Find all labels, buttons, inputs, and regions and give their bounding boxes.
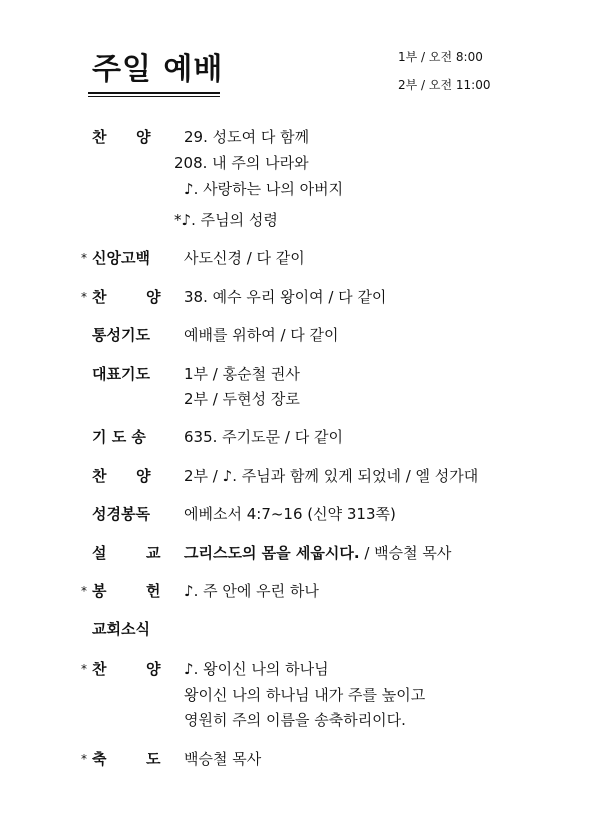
order-label: 교회소식 (92, 620, 150, 638)
preacher: / 백승철 목사 (359, 544, 452, 562)
order-item-hymn-4: * 찬 양 ♪. 왕이신 나의 하나님 (0, 656, 600, 682)
order-detail: 2부 / 두현성 장로 (184, 390, 300, 408)
order-item-scripture-reading (0, 501, 600, 527)
order-label: 신앙고백 (92, 249, 150, 267)
order-item-sermon: 설 교 그리스도의 몸을 세웁시다. / 백승철 목사 (0, 540, 600, 566)
lyric-line: 영원히 주의 이름을 송축하리이다. (184, 711, 406, 729)
order-label: 통성기도 (92, 326, 150, 344)
order-label: 성경봉독 (92, 505, 150, 523)
order-item-representative-prayer-line-2 (0, 386, 600, 412)
lyric-line: 왕이신 나의 하나님 내가 주를 높이고 (184, 686, 426, 704)
standing-mark: * (81, 251, 87, 265)
service-time-2: 2부 / 오전 11:00 (398, 78, 491, 92)
order-detail: 예배를 위하여 / 다 같이 (184, 326, 339, 344)
order-item-hymn-2: * 찬 양 38. 예수 우리 왕이여 / 다 같이 (0, 284, 600, 310)
order-detail: 에베소서 4:7~16 (신약 313쪽) (184, 505, 396, 523)
sermon-detail (184, 541, 451, 565)
hymn-line: ♪. 사랑하는 나의 아버지 (184, 180, 344, 198)
hymn-line: 208. 내 주의 나라와 (174, 154, 309, 172)
hymn-line: *♪. 주님의 성령 (174, 211, 278, 229)
order-item-hymn-4-lyric-2 (0, 707, 600, 733)
order-item-unison-prayer (0, 322, 600, 348)
order-detail: 사도신경 / 다 같이 (184, 249, 305, 267)
order-label: 기 도 송 (92, 428, 146, 446)
order-item-hymn-1-line-3 (0, 176, 600, 202)
order-detail: 38. 예수 우리 왕이여 / 다 같이 (184, 288, 387, 306)
order-detail: ♪. 주 안에 우린 하나 (184, 582, 319, 600)
order-item-hymn-4-lyric-1 (0, 682, 600, 708)
standing-mark: * (81, 290, 87, 304)
order-detail: 1부 / 홍순철 권사 (184, 365, 300, 383)
order-detail: ♪. 왕이신 나의 하나님 (184, 660, 329, 678)
order-item-representative-prayer (0, 361, 600, 387)
order-item-hymn-1-line-4 (0, 207, 600, 233)
order-detail: 백승철 목사 (184, 750, 262, 768)
order-item-hymn-1: 찬 양 29. 성도여 다 함께 (0, 124, 600, 150)
sermon-title: 그리스도의 몸을 세웁시다. (184, 544, 360, 562)
order-label: 대표기도 (92, 365, 150, 383)
order-item-benediction: * 축 도 백승철 목사 (0, 746, 600, 772)
order-item-hymn-3: 찬 양 2부 / ♪. 주님과 함께 있게 되었네 / 엘 성가대 (0, 463, 600, 489)
order-item-church-news (0, 616, 600, 642)
page-title: 주일 예배 (92, 52, 224, 87)
hymn-line: 29. 성도여 다 함께 (184, 128, 310, 146)
order-item-creed (0, 245, 600, 271)
order-item-offering: * 봉 헌 ♪. 주 안에 우린 하나 (0, 578, 600, 604)
order-item-hymn-1-line-2 (0, 150, 600, 176)
title-underline-thin (88, 96, 220, 97)
service-time-1: 1부 / 오전 8:00 (398, 50, 483, 64)
standing-mark: * (81, 662, 87, 676)
order-item-prayer-song (0, 424, 600, 450)
order-detail: 2부 / ♪. 주님과 함께 있게 되었네 / 엘 성가대 (184, 467, 479, 485)
standing-mark: * (81, 584, 87, 598)
standing-mark: * (81, 752, 87, 766)
order-detail: 635. 주기도문 / 다 같이 (184, 428, 343, 446)
title-underline (88, 92, 220, 94)
